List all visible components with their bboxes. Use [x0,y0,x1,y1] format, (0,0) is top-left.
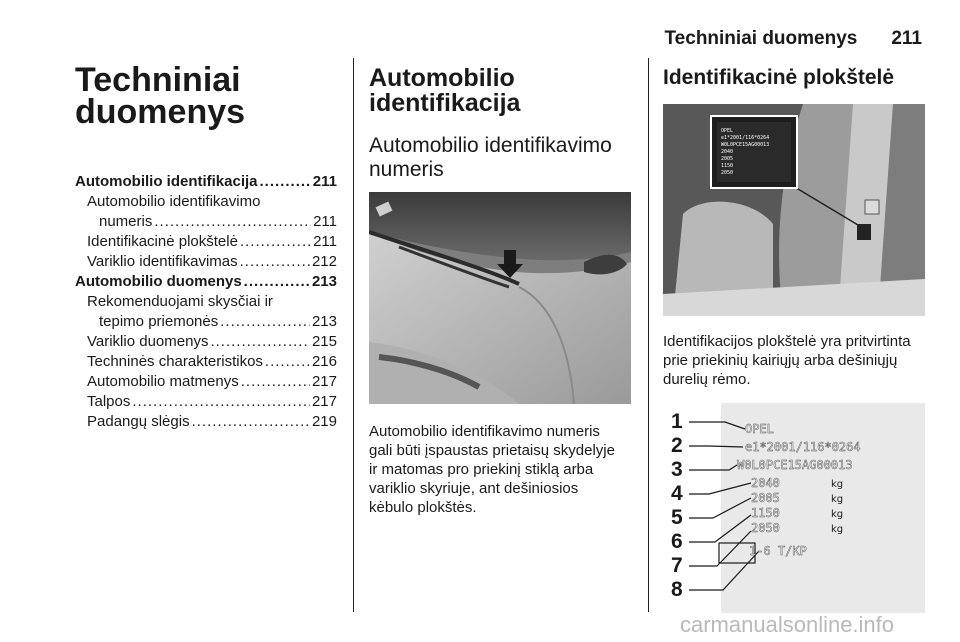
toc-entry-fluids[interactable]: tepimo priemonės ..... 213 [75,312,337,332]
toc-entry-vin-line1[interactable]: Automobilio identifikavimo [87,193,261,210]
inset-plate-line7: 2050 [721,170,734,176]
plate-line-vin: W0L0PCE15AG00013 [737,458,853,472]
door-frame-photo [663,104,925,316]
toc-entry-specs[interactable]: Techninės charakteristikos ..... 216 [75,352,337,372]
callout-2: 2 [671,434,683,457]
id-plate-title: Identifikacinė plokštelė [663,66,895,89]
table-of-contents [75,172,337,432]
unit-kg-2: kg [831,494,844,505]
toc-entry-dimensions[interactable]: Automobilio matmenys ..... 217 [75,372,337,392]
vin-column [369,62,633,517]
inset-plate-line5: 2005 [721,156,734,162]
door-frame-illustration [663,104,925,316]
column-divider-1 [353,58,354,612]
toc-entry-vehicle-data[interactable]: Automobilio duomenys ..... 213 [75,272,337,292]
toc-entry-fluids-line1[interactable]: Rekomenduojami skysčiai ir [87,293,273,310]
id-plate-column [663,62,925,613]
inset-plate-line3: W0L0PCE15AG00013 [721,142,770,148]
plate-line-weight4: 2050 [751,521,780,535]
inset-plate-line6: 1150 [721,163,734,169]
vin-subtitle: Automobilio identifikavimo numeris [369,134,612,181]
inset-plate-line2: e1*2001/116*0264 [721,135,770,141]
plate-line-maker: OPEL [745,422,774,436]
plate-line-weight3: 1150 [751,506,780,520]
plate-line-bottom: 1-6 T/KP [749,544,807,558]
page-number: 211 [891,28,922,49]
section-title: Automobilio identifikacija [369,64,521,117]
watermark: carmanualsonline.info [680,612,895,637]
id-plate-callout-diagram [663,403,925,613]
toc-entry-tyre-pressure[interactable]: Padangų slėgis ..... 219 [75,412,337,432]
callout-7: 7 [671,554,683,577]
toc-entry-vehicle-identification[interactable]: Automobilio identifikacija ..... 211 [75,172,337,192]
car-hood-illustration [369,192,631,404]
toc-entry-engine-id[interactable]: Variklio identifikavimas ..... 212 [75,252,337,272]
toc-entry-id-plate[interactable]: Identifikacinė plokštelė ..... 211 [75,232,337,252]
callout-8: 8 [671,578,683,601]
toc-entry-vin[interactable]: numeris ..... 211 [75,212,337,232]
toc-entry-capacities[interactable]: Talpos ..... 217 [75,392,337,412]
plate-line-approval: e1*2001/116*0264 [745,440,861,454]
running-header-title: Techniniai duomenys [664,28,858,49]
plate-line-weight2: 2005 [751,491,780,505]
callout-1: 1 [671,410,683,433]
inset-plate-line4: 2040 [721,149,734,155]
id-plate-description: Identifikacijos plokštelė yra pritvirtinta prie priekinių kairiųjų arba dešiniųjų durelių rėmo. [663,333,911,388]
callout-6: 6 [671,530,683,553]
unit-kg-1: kg [831,479,844,490]
running-header [664,28,922,50]
inset-plate-line1: OPEL [721,128,734,134]
callout-3: 3 [671,458,683,481]
callout-5: 5 [671,506,683,529]
chapter-title: Techniniai duomenys [75,61,246,131]
unit-kg-3: kg [831,509,844,520]
column-divider-2 [648,58,649,612]
toc-column [75,62,337,432]
unit-kg-4: kg [831,524,844,535]
toc-entry-engine-data[interactable]: Variklio duomenys ..... 215 [75,332,337,352]
plate-line-weight1: 2040 [751,476,780,490]
id-plate-diagram [663,403,925,613]
car-hood-photo [369,192,631,404]
vin-description: Automobilio identifikavimo numeris gali būti įspaustas prietaisų skydelyje ir matomas pro priekinį stiklą arba variklio skyriuje, ant dešiniosios kėbulo plokštės. [369,423,615,516]
callout-4: 4 [671,482,683,505]
